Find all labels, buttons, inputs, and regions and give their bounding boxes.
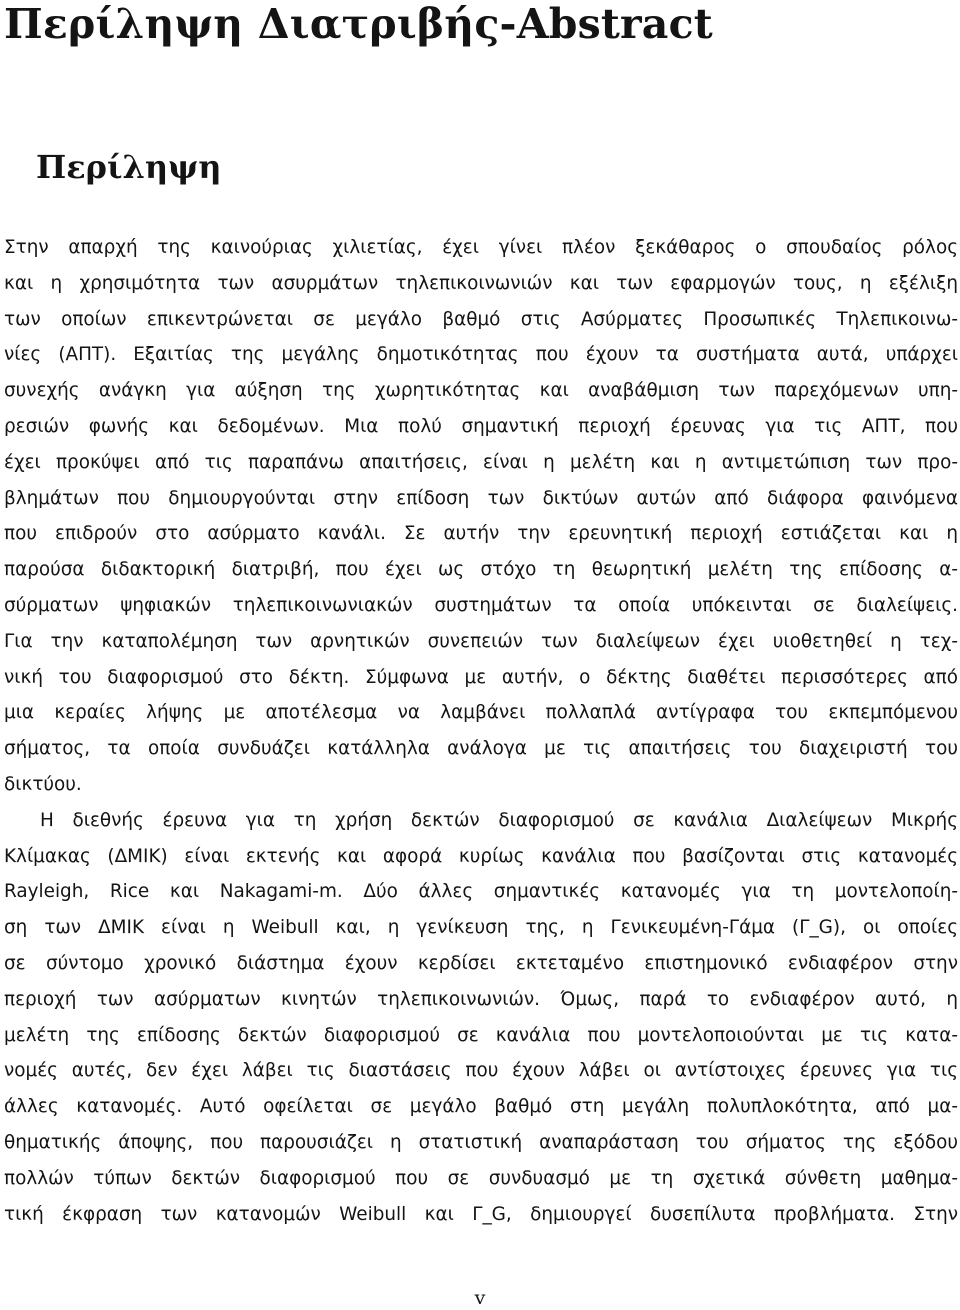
page-number: v: [474, 1287, 486, 1309]
text-line: σήματος, τα οποία συνδυάζει κατάλληλα ανάλογα με τις απαιτήσεις του διαχειριστή του: [4, 738, 958, 760]
text-line: συνεχής ανάγκη για αύξηση της χωρητικότητας και αναβάθμιση των παρεχόμενων υπη-: [4, 380, 958, 402]
text-line: που επιδρούν στο ασύρματο κανάλι. Σε αυτήν την ερευνητική περιοχή εστιάζεται και η: [4, 523, 958, 545]
text-line: βλημάτων που δημιουργούνται στην επίδοση των δικτύων αυτών από διάφορα φαινόμενα: [4, 487, 958, 509]
text-line: μια κεραίες λήψης με αποτέλεσμα να λαμβάνει πολλαπλά αντίγραφα του εκπεμπόμενου: [4, 702, 958, 724]
text-line: Για την καταπολέμηση των αρνητικών συνεπειών των διαλείψεων έχει υιοθετηθεί η τεχ-: [4, 630, 958, 652]
text-line: μελέτη της επίδοσης δεκτών διαφορισμού σε κανάλια που μοντελοποιούνται με τις κατα-: [4, 1024, 958, 1046]
paragraph-1: [4, 230, 958, 803]
section-title: Περίληψη: [36, 148, 222, 186]
text-line: νομές αυτές, δεν έχει λάβει τις διαστάσεις που έχουν λάβει οι αντίστοιχες έρευνες για τις: [4, 1060, 958, 1082]
text-line: Η διεθνής έρευνα για τη χρήση δεκτών διαφορισμού σε κανάλια Διαλείψεων Μικρής: [40, 809, 958, 831]
text-line: άλλες κατανομές. Αυτό οφείλεται σε μεγάλο βαθμό στη μεγάλη πολυπλοκότητα, από μα-: [4, 1096, 958, 1118]
text-line: Κλίμακας (ΔΜΙΚ) είναι εκτενής και αφορά κυρίως κανάλια που βασίζονται στις κατανομές: [4, 845, 958, 867]
text-line: νίες (ΑΠΤ). Εξαιτίας της μεγάλης δημοτικότητας που έχουν τα συστήματα αυτά, υπάρχει: [4, 344, 958, 366]
text-line: των οποίων επικεντρώνεται σε μεγάλο βαθμό στις Ασύρματες Προσωπικές Τηλεπικοινω-: [4, 308, 958, 330]
text-line: σύρματων ψηφιακών τηλεπικοινωνιακών συστημάτων τα οποία υπόκεινται σε διαλείψεις.: [4, 594, 958, 616]
text-line: ρεσιών φωνής και δεδομένων. Μια πολύ σημαντική περιοχή έρευνας για τις ΑΠΤ, που: [4, 415, 958, 437]
text-line: και η χρησιμότητα των ασυρμάτων τηλεπικοινωνιών και των εφαρμογών τους, η εξέλιξη: [4, 272, 958, 294]
text-line: θηματικής άποψης, που παρουσιάζει η στατιστική αναπαράσταση του σήματος της εξόδου: [4, 1131, 958, 1153]
chapter-title: Περίληψη Διατριβής-Abstract: [4, 0, 713, 48]
text-line: πολλών τύπων δεκτών διαφορισμού που σε συνδυασμό με τη σχετικά σύνθετη μαθημα-: [4, 1167, 958, 1189]
text-line: περιοχή των ασύρματων κινητών τηλεπικοινωνιών. Όμως, παρά το ενδιαφέρον αυτό, η: [4, 988, 958, 1010]
text-line: δικτύου.: [4, 773, 82, 795]
text-line: σε σύντομο χρονικό διάστημα έχουν κερδίσει εκτεταμένο επιστημονικό ενδιαφέρον στην: [4, 952, 958, 974]
paragraph-2: [4, 803, 958, 1233]
text-line: έχει προκύψει από τις παραπάνω απαιτήσεις, είναι η μελέτη και η αντιμετώπιση των προ-: [4, 451, 958, 473]
text-line: τική έκφραση των κατανομών Weibull και Γ_G, δημιουργεί δυσεπίλυτα προβλήματα. Στην: [4, 1203, 958, 1225]
text-line: Στην απαρχή της καινούριας χιλιετίας, έχει γίνει πλέον ξεκάθαρος ο σπουδαίος ρόλος: [4, 237, 958, 258]
text-line: νική του διαφορισμού στο δέκτη. Σύμφωνα με αυτήν, ο δέκτης διαθέτει περισσότερες από: [4, 666, 958, 688]
text-line: ση των ΔΜΙΚ είναι η Weibull και, η γενίκευση της, η Γενικευμένη-Γάμα (Γ_G), οι οποίες: [4, 917, 958, 939]
text-line: Rayleigh, Rice και Nakagami-m. Δύο άλλες σημαντικές κατανομές για τη μοντελοποίη-: [4, 881, 958, 903]
abstract-body: [4, 230, 958, 1232]
text-line: παρούσα διδακτορική διατριβή, που έχει ως στόχο τη θεωρητική μελέτη της επίδοσης α-: [4, 559, 958, 581]
